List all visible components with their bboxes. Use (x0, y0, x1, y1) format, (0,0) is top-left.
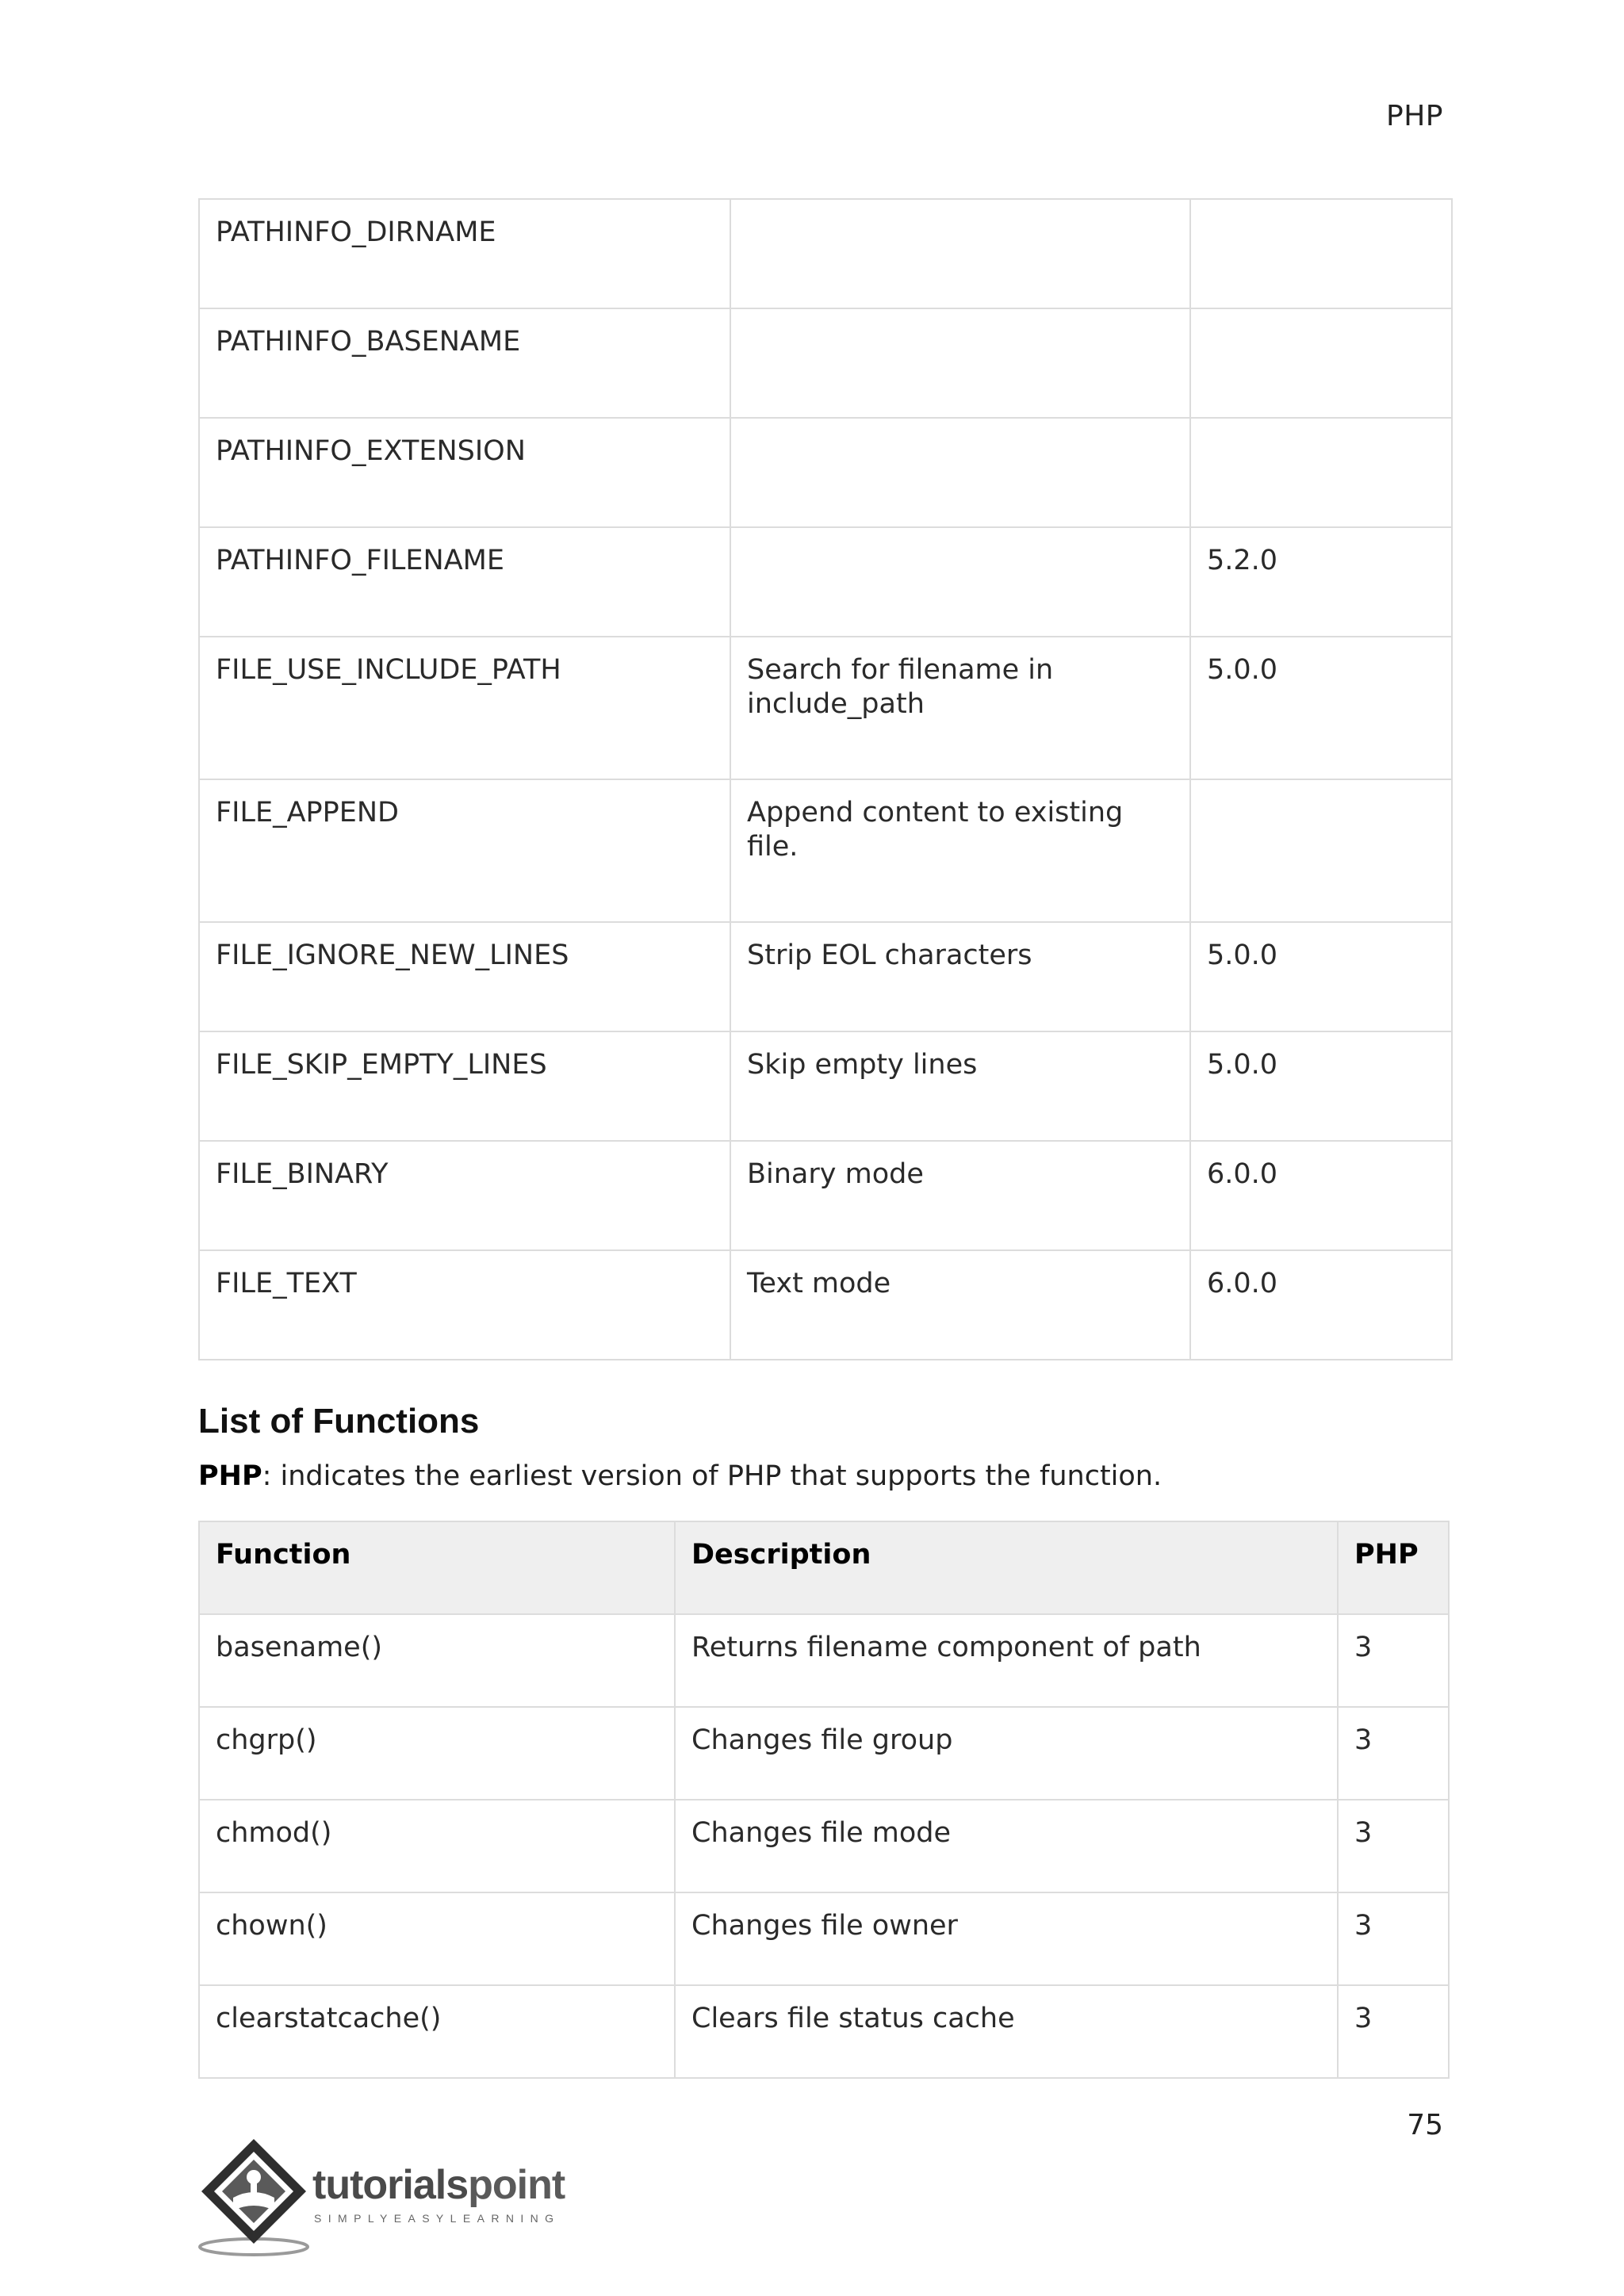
constant-php-cell (1190, 199, 1452, 308)
constant-php-cell: 6.0.0 (1190, 1141, 1452, 1250)
function-php-cell: 3 (1338, 1985, 1449, 2078)
function-name-cell: chown() (199, 1892, 675, 1985)
column-header-function: Function (199, 1521, 675, 1614)
function-php-cell: 3 (1338, 1892, 1449, 1985)
function-description-cell: Changes file mode (675, 1800, 1338, 1892)
table-row (199, 1031, 1452, 1141)
table-row (199, 1985, 1449, 2078)
constant-name-cell: FILE_USE_INCLUDE_PATH (199, 637, 730, 779)
constant-name-cell: FILE_SKIP_EMPTY_LINES (199, 1031, 730, 1141)
constant-php-cell: 5.0.0 (1190, 1031, 1452, 1141)
constant-name-cell: PATHINFO_EXTENSION (199, 418, 730, 527)
constant-php-cell: 5.0.0 (1190, 922, 1452, 1031)
logo-tagline: SIMPLYEASYLEARNING (314, 2212, 561, 2225)
constant-php-cell (1190, 308, 1452, 418)
constant-php-cell: 6.0.0 (1190, 1250, 1452, 1360)
section-title: List of Functions (198, 1402, 480, 1441)
page-number: 75 (1407, 2109, 1443, 2141)
function-description-cell: Returns filename component of path (675, 1614, 1338, 1707)
function-name-cell: chmod() (199, 1800, 675, 1892)
constant-php-cell: 5.2.0 (1190, 527, 1452, 637)
constant-description-cell (730, 308, 1190, 418)
table-row (199, 308, 1452, 418)
constant-description-cell (730, 418, 1190, 527)
table-row (199, 779, 1452, 922)
constant-description-cell: Binary mode (730, 1141, 1190, 1250)
constants-table (198, 198, 1453, 1360)
table-row (199, 637, 1452, 779)
constant-name-cell: FILE_TEXT (199, 1250, 730, 1360)
table-row (199, 527, 1452, 637)
function-name-cell: basename() (199, 1614, 675, 1707)
constant-description-cell (730, 527, 1190, 637)
constant-name-cell: FILE_APPEND (199, 779, 730, 922)
constant-name-cell: PATHINFO_BASENAME (199, 308, 730, 418)
constant-description-cell: Text mode (730, 1250, 1190, 1360)
constant-description-cell: Skip empty lines (730, 1031, 1190, 1141)
logo-emblem-icon (195, 2131, 314, 2258)
constant-description-cell: Append content to existing file. (730, 779, 1190, 922)
tutorialspoint-logo (195, 2131, 607, 2258)
table-row (199, 1614, 1449, 1707)
constant-php-cell (1190, 779, 1452, 922)
running-header: PHP (1386, 100, 1443, 132)
logo-wordmark: tutorialspoint (312, 2162, 565, 2208)
constant-description-cell (730, 199, 1190, 308)
intro-text: : indicates the earliest version of PHP that supports the function. (262, 1460, 1162, 1492)
table-row (199, 1892, 1449, 1985)
table-row (199, 418, 1452, 527)
section-intro (198, 1459, 1162, 1494)
table-row (199, 1141, 1452, 1250)
table-row (199, 1800, 1449, 1892)
constant-php-cell (1190, 418, 1452, 527)
function-description-cell: Clears file status cache (675, 1985, 1338, 2078)
table-row (199, 1250, 1452, 1360)
constant-description-cell: Search for filename in include_path (730, 637, 1190, 779)
functions-table (198, 1521, 1450, 2079)
table-row (199, 922, 1452, 1031)
constant-name-cell: FILE_IGNORE_NEW_LINES (199, 922, 730, 1031)
constant-description-cell: Strip EOL characters (730, 922, 1190, 1031)
function-description-cell: Changes file owner (675, 1892, 1338, 1985)
table-row (199, 1707, 1449, 1800)
table-header-row (199, 1521, 1449, 1614)
constant-php-cell: 5.0.0 (1190, 637, 1452, 779)
table-row (199, 199, 1452, 308)
function-php-cell: 3 (1338, 1800, 1449, 1892)
constant-name-cell: PATHINFO_FILENAME (199, 527, 730, 637)
column-header-description: Description (675, 1521, 1338, 1614)
function-php-cell: 3 (1338, 1614, 1449, 1707)
intro-bold-term: PHP (198, 1460, 262, 1492)
column-header-php: PHP (1338, 1521, 1449, 1614)
function-name-cell: clearstatcache() (199, 1985, 675, 2078)
constant-name-cell: PATHINFO_DIRNAME (199, 199, 730, 308)
constant-name-cell: FILE_BINARY (199, 1141, 730, 1250)
function-php-cell: 3 (1338, 1707, 1449, 1800)
function-name-cell: chgrp() (199, 1707, 675, 1800)
function-description-cell: Changes file group (675, 1707, 1338, 1800)
